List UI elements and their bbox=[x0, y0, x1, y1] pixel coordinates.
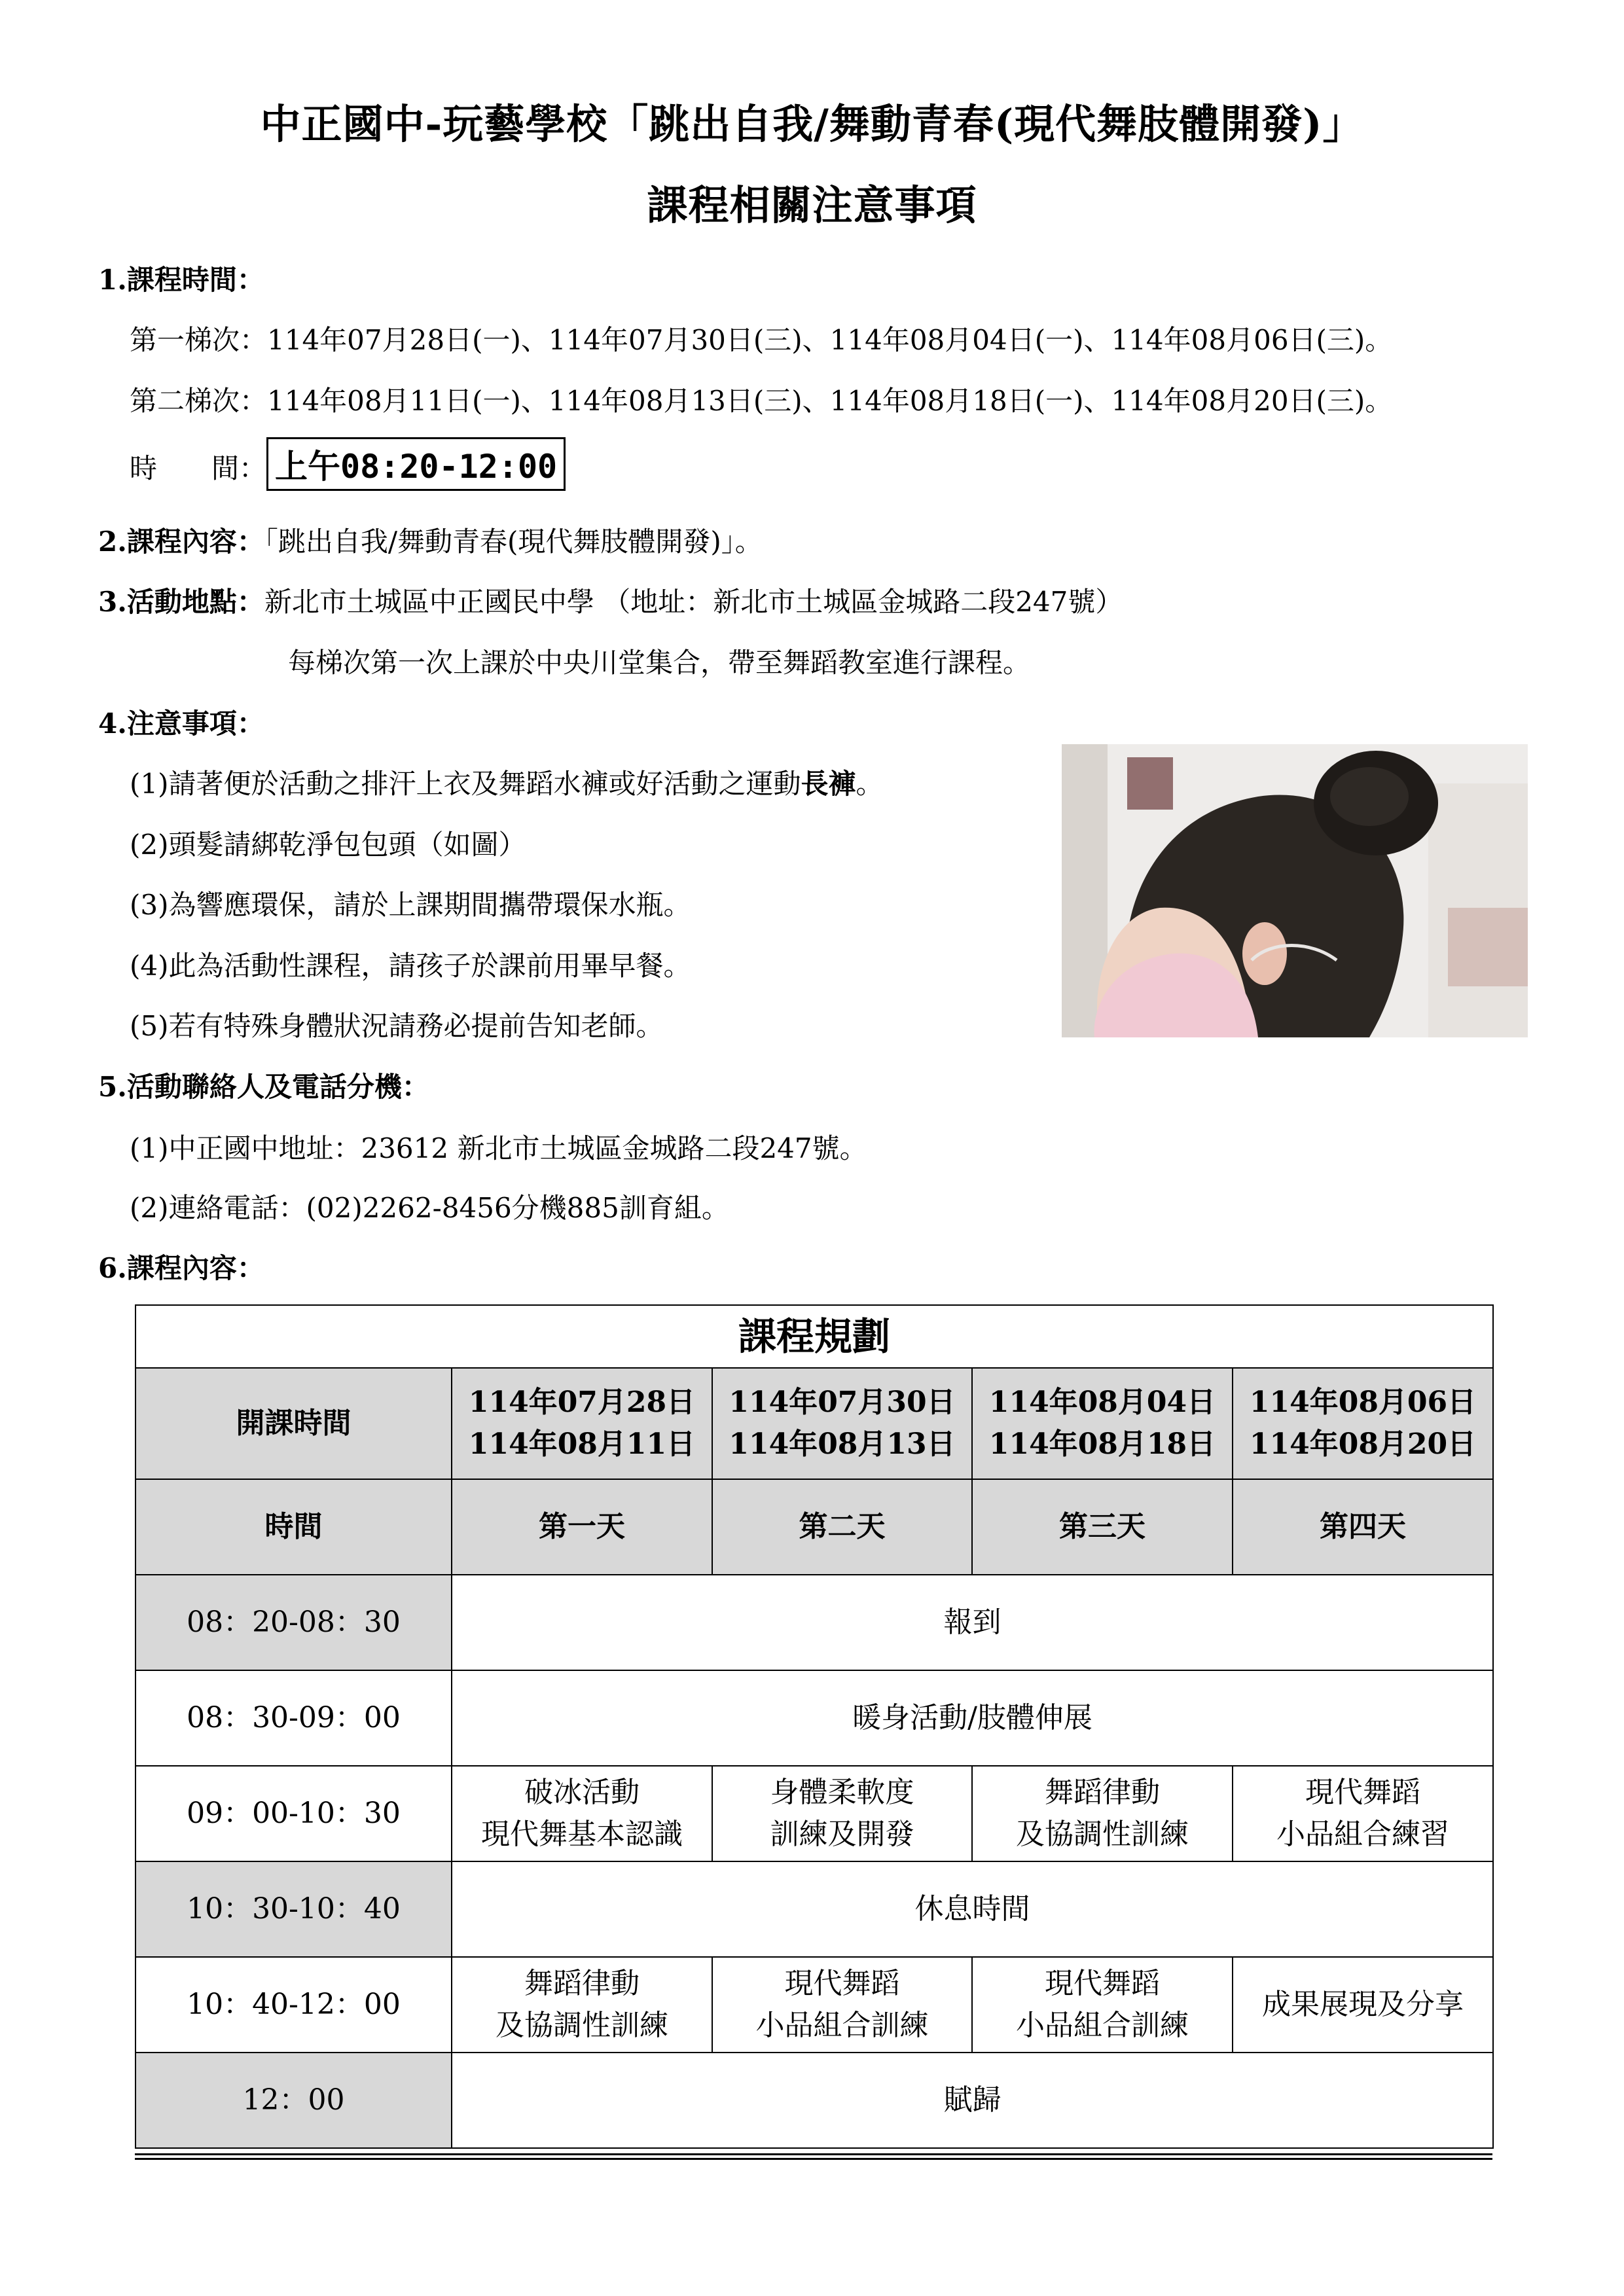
section-2-line bbox=[98, 520, 763, 560]
time-line bbox=[130, 437, 566, 491]
schedule-caption: 課程規劃 bbox=[135, 1305, 1493, 1368]
date-cell-3: 114年08月04日 114年08月18日 bbox=[972, 1368, 1233, 1479]
row-5-day-1: 舞蹈律動 及協調性訓練 bbox=[452, 1957, 712, 2053]
section-1-heading: 1.課程時間： bbox=[98, 264, 264, 296]
row-5-day-3: 現代舞蹈 小品組合訓練 bbox=[972, 1957, 1233, 2053]
row-3-time: 09：00-10：30 bbox=[135, 1766, 452, 1861]
schedule-table bbox=[135, 1304, 1494, 2149]
row-3-day-2: 身體柔軟度 訓練及開發 bbox=[712, 1766, 972, 1861]
row-3-day-3: 舞蹈律動 及協調性訓練 bbox=[972, 1766, 1233, 1861]
batch-1-label: 第一梯次： bbox=[130, 324, 268, 356]
section-4-heading: 4.注意事項： bbox=[98, 708, 264, 740]
notice-item-2: (2)頭髮請綁乾淨包包頭（如圖） bbox=[130, 829, 526, 861]
section-2-text: 「跳出自我/舞動青春(現代舞肢體開發)」。 bbox=[264, 526, 763, 558]
section-3-heading: 3.活動地點： bbox=[98, 586, 264, 618]
row-2-time: 08：30-09：00 bbox=[135, 1670, 452, 1766]
contact-item-2: (2)連絡電話：(02)2262-8456分機885訓育組。 bbox=[130, 1192, 729, 1224]
section-6-heading: 6.課程內容： bbox=[98, 1252, 264, 1284]
date-cell-2: 114年07月30日 114年08月13日 bbox=[712, 1368, 972, 1479]
hair-bun-illustration bbox=[1062, 744, 1528, 1037]
day-3-header: 第三天 bbox=[972, 1479, 1233, 1575]
day-2-header: 第二天 bbox=[712, 1479, 972, 1575]
row-5-day-2: 現代舞蹈 小品組合訓練 bbox=[712, 1957, 972, 2053]
row-6-time: 12：00 bbox=[135, 2053, 452, 2148]
notice-item-1-post: 。 bbox=[856, 768, 884, 800]
notice-item-5: (5)若有特殊身體狀況請務必提前告知老師。 bbox=[130, 1010, 664, 1042]
date-cell-4: 114年08月06日 114年08月20日 bbox=[1233, 1368, 1493, 1479]
section-2-heading: 2.課程內容： bbox=[98, 526, 264, 558]
date-header: 開課時間 bbox=[135, 1368, 452, 1479]
date-cell-1: 114年07月28日 114年08月11日 bbox=[452, 1368, 712, 1479]
time-value-box: 上午08:20-12:00 bbox=[266, 437, 566, 491]
batch-2-label: 第二梯次： bbox=[130, 385, 268, 417]
day-4-header: 第四天 bbox=[1233, 1479, 1493, 1575]
notice-item-1 bbox=[130, 762, 884, 802]
notice-item-3: (3)為響應環保，請於上課期間攜帶環保水瓶。 bbox=[130, 889, 691, 921]
row-6-activity: 賦歸 bbox=[452, 2053, 1493, 2148]
notice-item-1-bold: 長褲 bbox=[801, 768, 856, 800]
row-3-day-1: 破冰活動 現代舞基本認識 bbox=[452, 1766, 712, 1861]
day-1-header: 第一天 bbox=[452, 1479, 712, 1575]
section-5-heading: 5.活動聯絡人及電話分機： bbox=[98, 1071, 429, 1103]
row-4-activity: 休息時間 bbox=[452, 1861, 1493, 1957]
batch-2-dates: 114年08月11日(一)、114年08月13日(三)、114年08月18日(一)、114年08月20日(三)。 bbox=[267, 385, 1393, 417]
document-title: 中正國中-玩藝學校「跳出自我/舞動青春(現代舞肢體開發)」 bbox=[260, 100, 1364, 148]
row-3-day-4: 現代舞蹈 小品組合練習 bbox=[1233, 1766, 1493, 1861]
batch-1-dates: 114年07月28日(一)、114年07月30日(三)、114年08月04日(一)、114年08月06日(三)。 bbox=[267, 324, 1393, 356]
row-4-time: 10：30-10：40 bbox=[135, 1861, 452, 1957]
notice-item-1-pre: (1)請著便於活動之排汗上衣及舞蹈水褲或好活動之運動 bbox=[130, 768, 801, 800]
section-3-text2: 每梯次第一次上課於中央川堂集合，帶至舞蹈教室進行課程。 bbox=[288, 647, 1031, 679]
time-label-b: 間： bbox=[211, 452, 267, 484]
hair-bun-photo bbox=[1062, 744, 1528, 1037]
section-3-text: 新北市土城區中正國民中學 （地址：新北市土城區金城路二段247號） bbox=[264, 586, 1123, 618]
batch-1-line bbox=[130, 319, 1392, 358]
section-3-line bbox=[98, 581, 1123, 620]
time-header: 時間 bbox=[135, 1479, 452, 1575]
time-label-a: 時 bbox=[130, 452, 158, 484]
contact-item-1: (1)中正國中地址：23612 新北市土城區金城路二段247號。 bbox=[130, 1132, 867, 1164]
batch-2-line bbox=[130, 380, 1392, 419]
notice-item-4: (4)此為活動性課程，請孩子於課前用畢早餐。 bbox=[130, 950, 691, 982]
row-1-activity: 報到 bbox=[452, 1575, 1493, 1670]
row-5-day-4: 成果展現及分享 bbox=[1233, 1957, 1493, 2053]
row-5-time: 10：40-12：00 bbox=[135, 1957, 452, 2053]
table-bottom-double-rule bbox=[135, 2153, 1492, 2160]
row-2-activity: 暖身活動/肢體伸展 bbox=[452, 1670, 1493, 1766]
row-1-time: 08：20-08：30 bbox=[135, 1575, 452, 1670]
document-subtitle: 課程相關注意事項 bbox=[647, 181, 977, 229]
